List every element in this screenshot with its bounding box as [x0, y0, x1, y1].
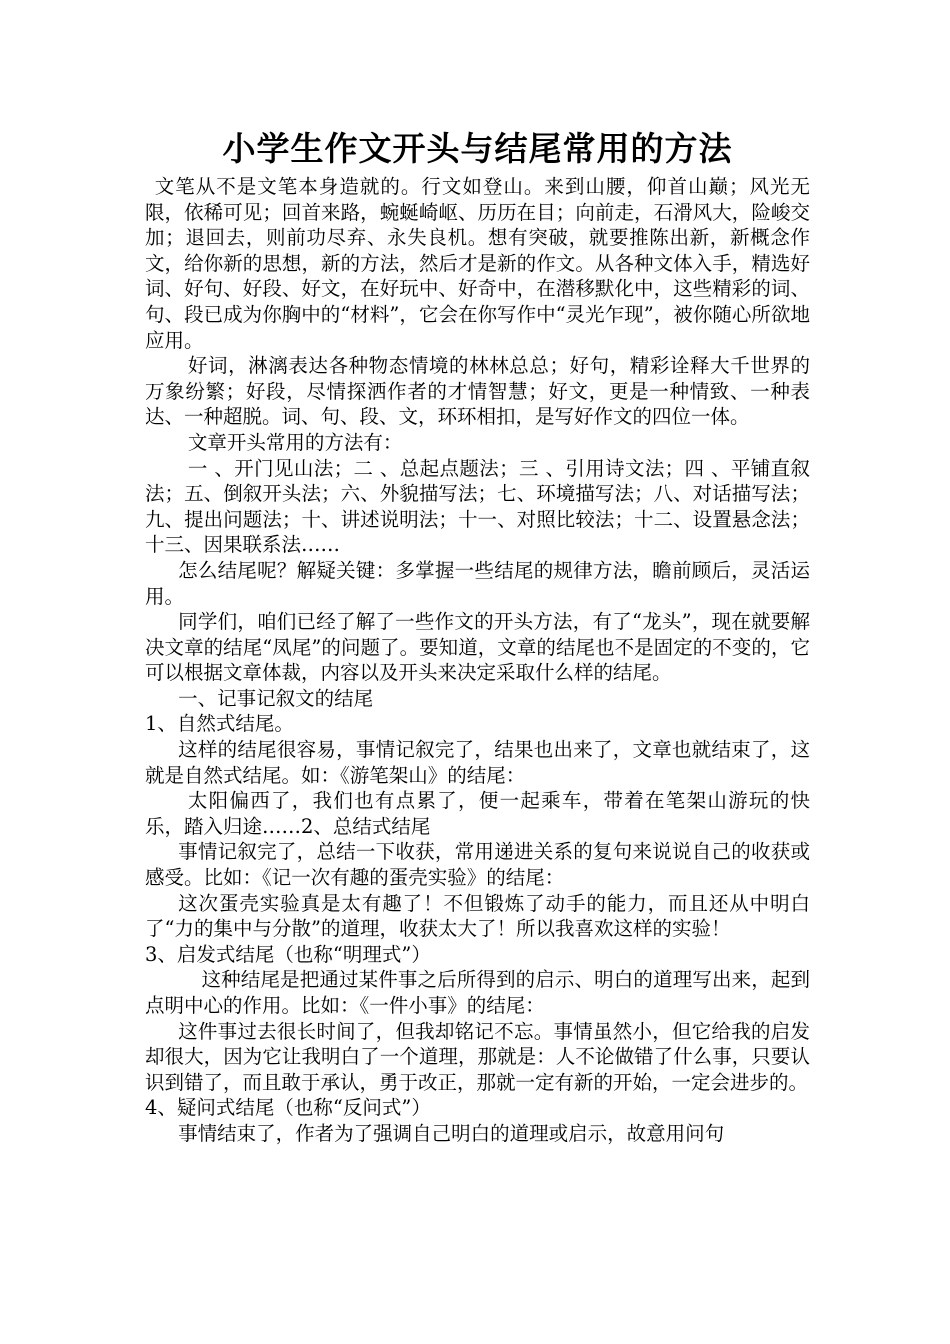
paragraph: 4、疑问式结尾（也称“反问式”） — [145, 1096, 431, 1120]
paragraph: 这样的结尾很容易，事情记叙完了，结果也出来了，文章也就结束了，这就是自然式结尾。如：《游笔架山》的结尾： — [145, 738, 810, 787]
paragraph: 这种结尾是把通过某件事之后所得到的启示、明白的道理写出来，起到点明中心的作用。比如：《一件小事》的结尾： — [145, 968, 810, 1017]
paragraph: 文章开头常用的方法有： — [187, 430, 403, 454]
document-page — [145, 124, 810, 1147]
paragraph: 一 、开门见山法；二 、总起点题法；三 、引用诗文法；四 、平铺直叙法；五、倒叙开头法；六、外貌描写法；七、环境描写法；八、对话描写法；九、提出问题法；十、讲述说明法；十一、对照比较法；十二、设置悬念法； 十三、因果联系法…… — [145, 456, 810, 557]
paragraph: 3、启发式结尾（也称“明理式”） — [145, 942, 431, 966]
paragraph: 文笔从不是文笔本身造就的。行文如登山。来到山腰，仰首山巅；风光无限，依稀可见；回首来路，蜿蜒崎岖、历历在目；向前走，石滑风大，险峻交加；退回去，则前功尽弃、永失良机。想有突破，就要推陈出新，新概念作文，给你新的思想，新的方法，然后才是新的作文。从各种文体入手，精选好词、好句、好段、好文，在好玩中、好奇中，在潜移默化中，这些精彩的词、句、段已成为你胸中的“材料”，它会在你写作中“灵光乍现”，被你随心所欲地应用。 — [145, 175, 810, 352]
paragraph: 同学们，咱们已经了解了一些作文的开头方法，有了“龙头”，现在就要解决文章的结尾“凤尾”的问题了。要知道，文章的结尾也不是固定的不变的，它可以根据文章体裁，内容以及开头来决定采取什么样的结尾。 — [145, 610, 810, 685]
document-body — [145, 174, 810, 1147]
paragraph: 一、记事记叙文的结尾 — [178, 686, 374, 710]
paragraph: 1、自然式结尾。 — [145, 712, 294, 736]
document-title: 小学生作文开头与结尾常用的方法 — [222, 129, 733, 168]
paragraph: 好词，淋漓表达各种物态情境的林林总总；好句，精彩诠释大千世界的万象纷繁；好段，尽情探洒作者的才情智慧；好文，更是一种情致、一种表达、一种超脱。词、句、段、文，环环相扣，是写好作文的四位一体。 — [145, 354, 810, 429]
paragraph: 太阳偏西了，我们也有点累了，便一起乘车，带着在笔架山游玩的快乐，踏入归途……2、总结式结尾 — [145, 789, 810, 838]
paragraph: 事情记叙完了，总结一下收获，常用递进关系的复句来说说自己的收获或感受。比如：《记一次有趣的蛋壳实验》的结尾： — [145, 840, 810, 890]
paragraph: 这件事过去很长时间了，但我却铭记不忘。事情虽然小，但它给我的启发却很大，因为它让我明白了一个道理，那就是：人不论做错了什么事，只要认识到错了，而且敢于承认，勇于改正，那就一定有新的开始，一定会进步的。 — [145, 1019, 810, 1094]
paragraph: 怎么结尾呢？解疑关键：多掌握一些结尾的规律方法，瞻前顾后，灵活运用。 — [145, 558, 810, 608]
paragraph: 事情结束了，作者为了强调自己明白的道理或启示，故意用问句 — [178, 1121, 725, 1145]
paragraph: 这次蛋壳实验真是太有趣了！不但锻炼了动手的能力，而且还从中明白了“力的集中与分散”的道理，收获太大了！所以我喜欢这样的实验！ — [145, 891, 810, 941]
